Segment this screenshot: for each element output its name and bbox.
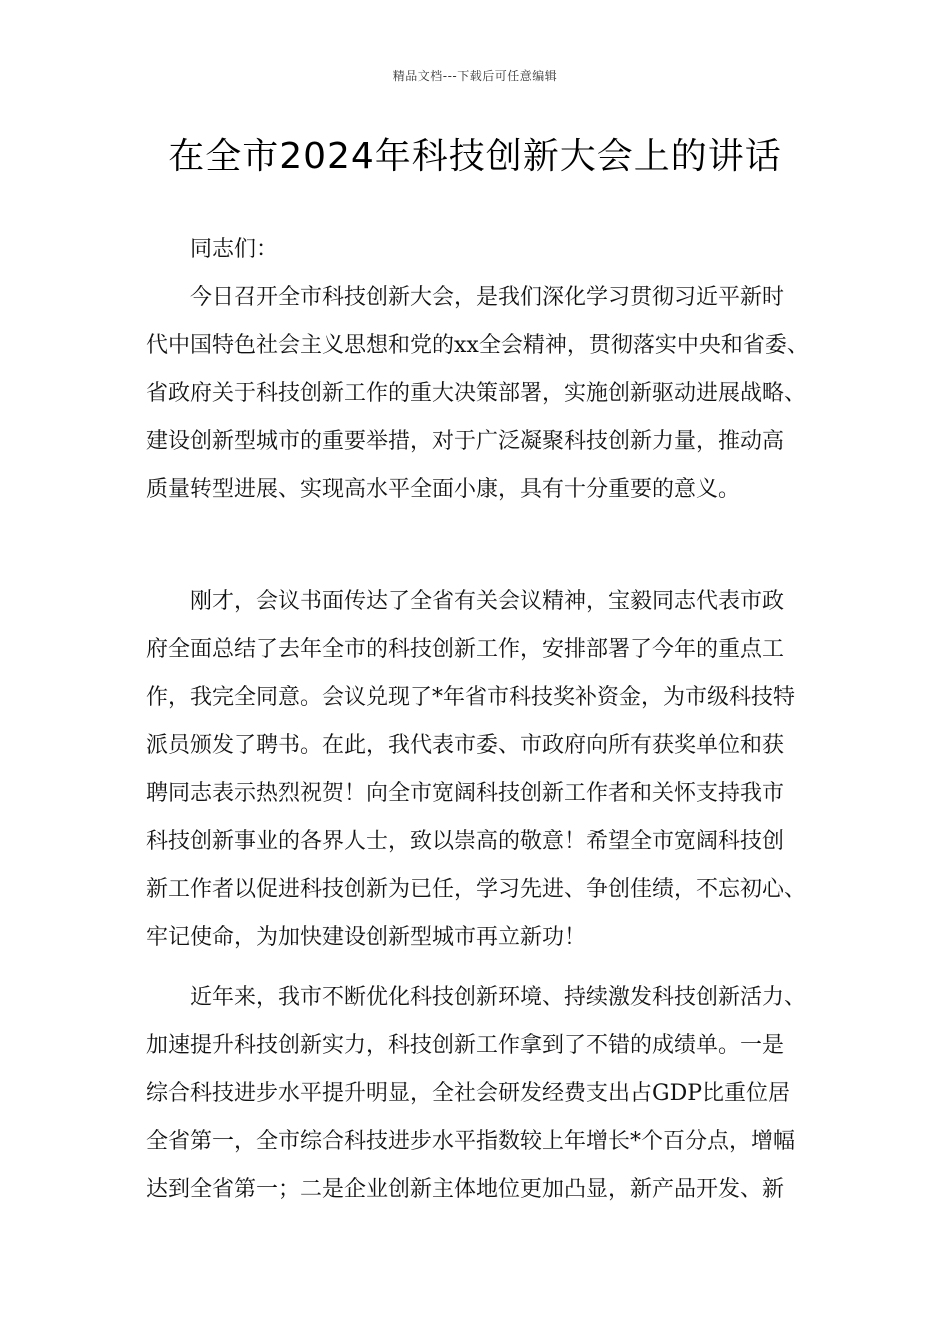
paragraph-line: 全省第一，全市综合科技进步水平指数较上年增长*个百分点，增幅 <box>146 1129 796 1154</box>
paragraph-line: 刚才，会议书面传达了全省有关会议精神，宝毅同志代表市政 <box>190 589 785 614</box>
paragraph-line: 聘同志表示热烈祝贺！向全市宽阔科技创新工作者和关怀支持我市 <box>146 781 785 806</box>
page-header: 精品文档---下载后可任意编辑 <box>392 69 558 83</box>
paragraph-2 <box>146 578 812 962</box>
paragraph-line: 质量转型进展、实现高水平全面小康，具有十分重要的意义。 <box>146 477 741 502</box>
paragraph-line: 府全面总结了去年全市的科技创新工作，安排部署了今年的重点工 <box>146 637 785 662</box>
salutation-block <box>146 226 812 274</box>
paragraph-line: 达到全省第一；二是企业创新主体地位更加凸显，新产品开发、新 <box>146 1177 785 1202</box>
paragraph-line: 今日召开全市科技创新大会，是我们深化学习贯彻习近平新时 <box>190 285 785 310</box>
paragraph-line: 代中国特色社会主义思想和党的xx全会精神，贯彻落实中央和省委、 <box>146 333 809 358</box>
paragraph-line: 加速提升科技创新实力，科技创新工作拿到了不错的成绩单。一是 <box>146 1033 785 1058</box>
document-title: 在全市2024年科技创新大会上的讲话 <box>168 136 782 177</box>
paragraph-line: 近年来，我市不断优化科技创新环境、持续激发科技创新活力、 <box>190 985 807 1010</box>
paragraph-line: 派员颁发了聘书。在此，我代表市委、市政府向所有获奖单位和获 <box>146 733 785 758</box>
paragraph-line: 科技创新事业的各界人士，致以崇高的敬意！希望全市宽阔科技创 <box>146 829 785 854</box>
paragraph-1 <box>146 274 812 514</box>
paragraph-line: 建设创新型城市的重要举措，对于广泛凝聚科技创新力量，推动高 <box>146 429 785 454</box>
paragraph-line: 省政府关于科技创新工作的重大决策部署，实施创新驱动进展战略、 <box>146 381 807 406</box>
paragraph-line: 作，我完全同意。会议兑现了*年省市科技奖补资金，为市级科技特 <box>146 685 796 710</box>
paragraph-line: 牢记使命，为加快建设创新型城市再立新功！ <box>146 925 587 950</box>
paragraph-line: 综合科技进步水平提升明显，全社会研发经费支出占GDP比重位居 <box>146 1081 791 1106</box>
paragraph-3 <box>146 974 812 1214</box>
paragraph-line: 新工作者以促进科技创新为已任，学习先进、争创佳绩，不忘初心、 <box>146 877 807 902</box>
salutation: 同志们： <box>190 237 279 262</box>
